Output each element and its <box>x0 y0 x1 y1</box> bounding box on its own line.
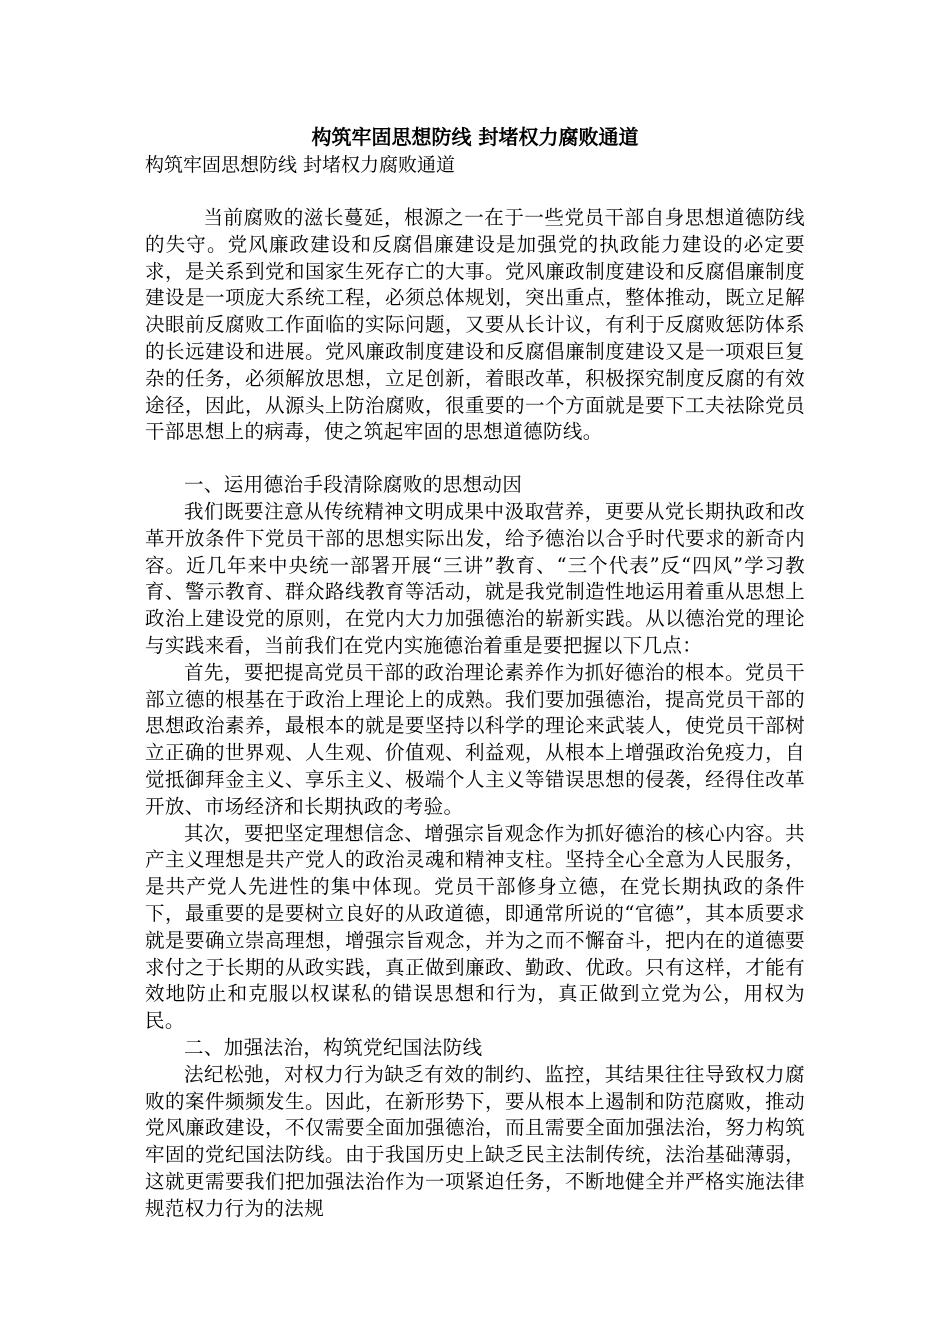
section2-paragraph-1: 法纪松弛，对权力行为缺乏有效的制约、监控，其结果往往导致权力腐败的案件频频发生。因此，在新形势下，要从根本上遏制和防范腐败，推动党风廉政建设，不仅需要全面加强德治，而且需要全面加强法治，努力构筑牢固的党纪国法防线。由于我国历史上缺乏民主法制传统，法治基础薄弱，这就更需要我们把加强法治作为一项紧迫任务，不断地健全并严格实施法律规范权力行为的法规 <box>145 1062 805 1220</box>
section1-paragraph-1: 我们既要注意从传统精神文明成果中汲取营养，更要从党长期执政和改革开放条件下党员干部的思想实际出发，给予德治以合乎时代要求的新奇内容。近几年来中央统一部署开展“三讲”教育、“三个代表”反“四风”学习教育、警示教育、群众路线教育等活动，就是我党制造性地运用着重从思想上政治上建设党的原则，在党内大力加强德治的崭新实践。从以德治党的理论与实践来看，当前我们在党内实施德治着重是要把握以下几点： <box>145 499 805 657</box>
section1-paragraph-2: 首先，要把提高党员干部的政治理论素养作为抓好德治的根本。党员干部立德的根基在于政治上理论上的成熟。我们要加强德治，提高党员干部的思想政治素养，最根本的就是要坚持以科学的理论来武装人，使党员干部树立正确的世界观、人生观、价值观、利益观，从根本上增强政治免疫力，自觉抵御拜金主义、享乐主义、极端个人主义等错误思想的侵袭，经得住改革开放、市场经济和长期执政的考验。 <box>145 660 805 818</box>
document-subtitle: 构筑牢固思想防线 封堵权力腐败通道 <box>145 154 456 176</box>
blank-line <box>145 179 805 205</box>
section-heading-2: 二、加强法治，构筑党纪国法防线 <box>184 1035 483 1059</box>
intro-paragraph: 当前腐败的滋长蔓延，根源之一在于一些党员干部自身思想道德防线的失守。党风廉政建设和反腐倡廉建设是加强党的执政能力建设的必定要求，是关系到党和国家生死存亡的大事。党风廉政制度建设和反腐倡廉制度建设是一项庞大系统工程，必须总体规划，突出重点，整体推动，既立足解决眼前反腐败工作面临的实际问题，又要从长计议，有利于反腐败惩防体系的长远建设和进展。党风廉政制度建设和反腐倡廉制度建设又是一项艰巨复杂的任务，必须解放思想，立足创新，着眼改革，积极探究制度反腐的有效途径，因此，从源头上防治腐败，很重要的一个方面就是要下工夫祛除党员干部思想上的病毒，使之筑起牢固的思想道德防线。 <box>145 206 805 444</box>
document-body <box>145 122 805 1222</box>
section1-paragraph-3: 其次，要把坚定理想信念、增强宗旨观念作为抓好德治的核心内容。共产主义理想是共产党人的政治灵魂和精神支柱。坚持全心全意为人民服务，是共产党人先进性的集中体现。党员干部修身立德，在党长期执政的条件下，最重要的是要树立良好的从政道德，即通常所说的“官德”，其本质要求就是要确立崇高理想，增强宗旨观念，并为之而不懈奋斗，把内在的道德要求付之于长期的从政实践，真正做到廉政、勤政、优政。只有这样，才能有效地防止和克服以权谋私的错误思想和行为，真正做到立党为公，用权为民。 <box>145 821 805 1033</box>
document-title: 构筑牢固思想防线 封堵权力腐败通道 <box>311 125 639 149</box>
section-heading-1: 一、运用德治手段清除腐败的思想动因 <box>184 473 523 497</box>
blank-line <box>145 446 805 472</box>
